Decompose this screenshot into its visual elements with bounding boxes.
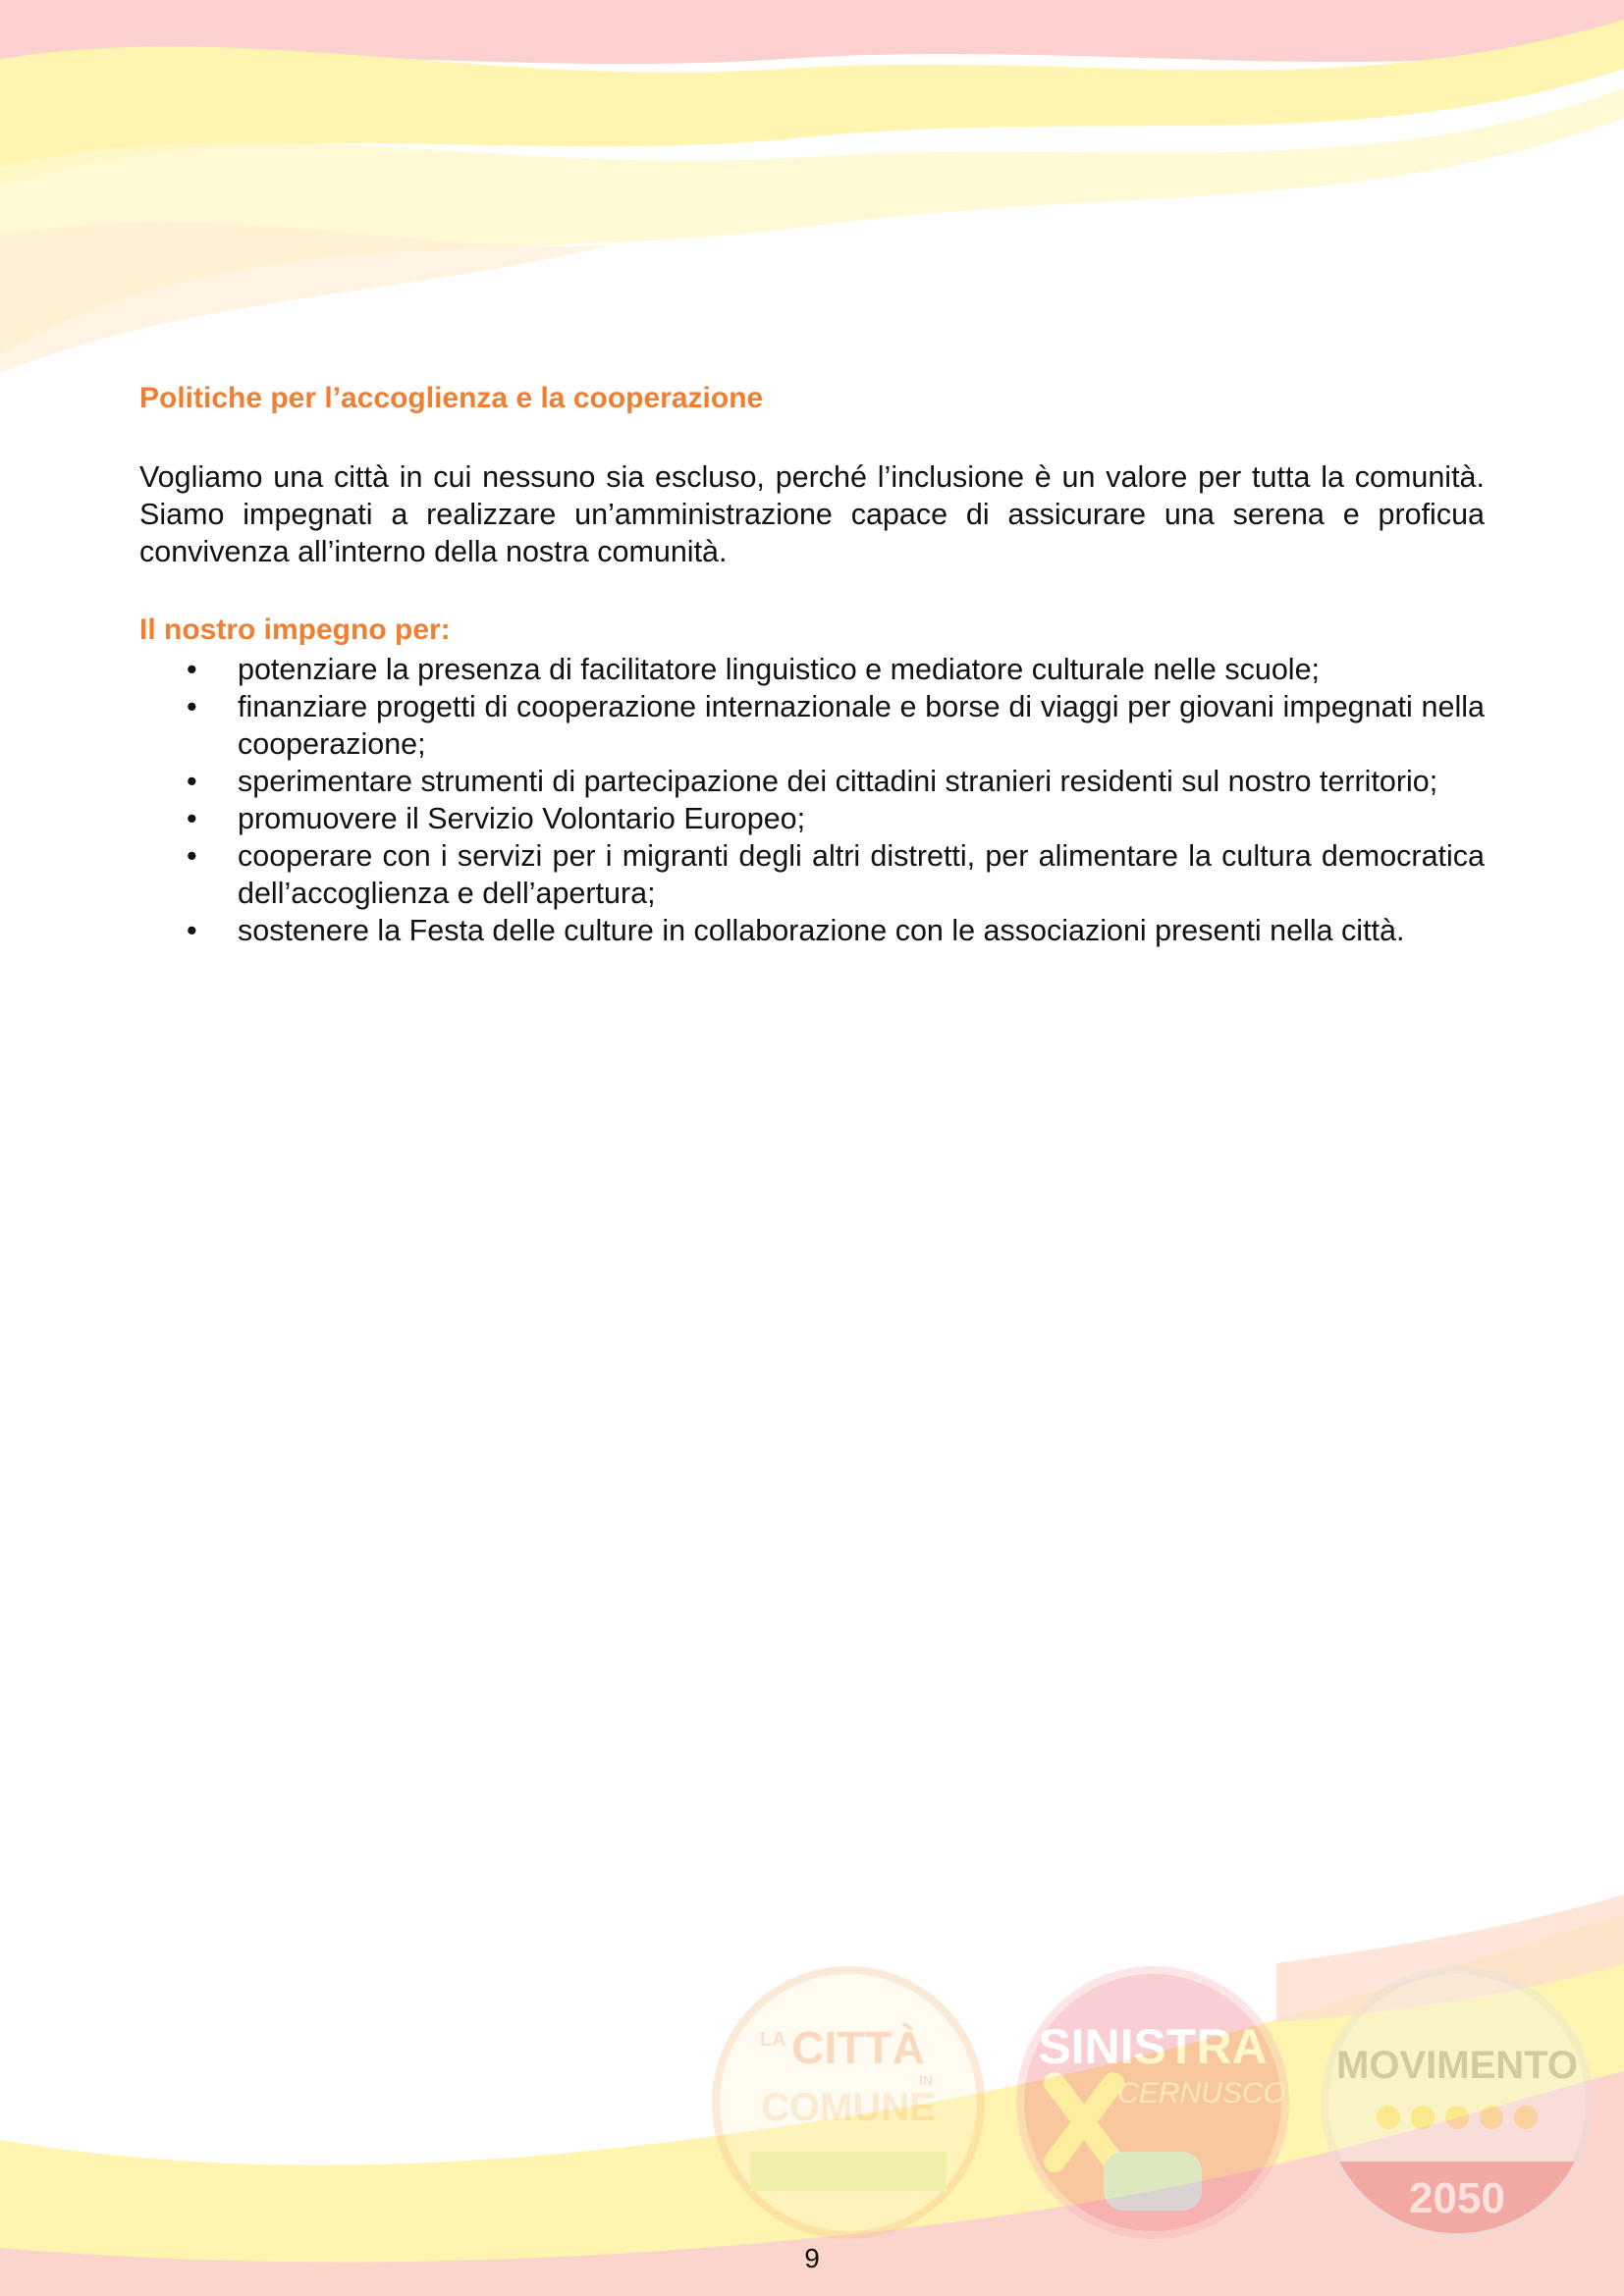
commitment-list bbox=[139, 651, 1485, 949]
section-title: Politiche per l’accoglienza e la cooperazione bbox=[139, 382, 764, 414]
logo-movimento-2050 bbox=[1325, 1970, 1590, 2235]
logo-text: CERNUSCO bbox=[1117, 2077, 1286, 2109]
list-item-text: sperimentare strumenti di partecipazione dei cittadini stranieri residenti sul nostro territorio; bbox=[238, 765, 1438, 798]
list-item-text: finanziare progetti di cooperazione internazionale e borse di viaggi per giovani impegnati nella cooperazione; bbox=[238, 690, 1485, 761]
bullet-icon: • bbox=[187, 765, 197, 798]
list-item bbox=[139, 763, 1485, 800]
content-area bbox=[139, 378, 1485, 949]
intro-paragraph: Vogliamo una città in cui nessuno sia escluso, perché l’inclusione è un valore per tutta la comunità. Siamo impegnati a realizzare un’amministrazione capace di assicurare una serena e proficua convivenza all’interno della nostra comunità. bbox=[139, 460, 1485, 568]
bullet-icon: • bbox=[187, 839, 197, 873]
logo-text: MOVIMENTO bbox=[1336, 2044, 1578, 2087]
logo-text: IN bbox=[919, 2072, 933, 2088]
list-item bbox=[139, 800, 1485, 837]
list-item bbox=[139, 651, 1485, 688]
list-item bbox=[139, 912, 1485, 949]
list-item bbox=[139, 837, 1485, 912]
logo-text: CITTÀ bbox=[791, 2022, 925, 2073]
bullet-icon: • bbox=[187, 802, 197, 835]
list-item-text: promuovere il Servizio Volontario Europeo; bbox=[238, 802, 806, 835]
logo-citta-in-comune bbox=[716, 1970, 981, 2235]
logo-sinistra-cernusco bbox=[1020, 1970, 1286, 2235]
list-item-text: sostenere la Festa delle culture in collaborazione con le associazioni presenti nella città. bbox=[238, 914, 1405, 947]
list-item bbox=[139, 688, 1485, 763]
commitment-title: Il nostro impegno per: bbox=[139, 614, 451, 646]
bullet-icon: • bbox=[187, 653, 197, 686]
list-item-text: cooperare con i servizi per i migranti degli altri distretti, per alimentare la cultura democratica dell’accoglienza e dell’apertura; bbox=[238, 839, 1485, 910]
page-number: 9 bbox=[804, 2243, 820, 2273]
bullet-icon: • bbox=[187, 690, 197, 723]
logo-text: COMUNE bbox=[761, 2086, 936, 2129]
logo-text: SINISTRA bbox=[1038, 2019, 1268, 2074]
list-item-text: potenziare la presenza di facilitatore linguistico e mediatore culturale nelle scuole; bbox=[238, 653, 1321, 686]
bullet-icon: • bbox=[187, 914, 197, 947]
logo-text: 2050 bbox=[1409, 2174, 1505, 2222]
party-logos bbox=[711, 1955, 1595, 2250]
logo-text: LA bbox=[760, 2029, 786, 2051]
